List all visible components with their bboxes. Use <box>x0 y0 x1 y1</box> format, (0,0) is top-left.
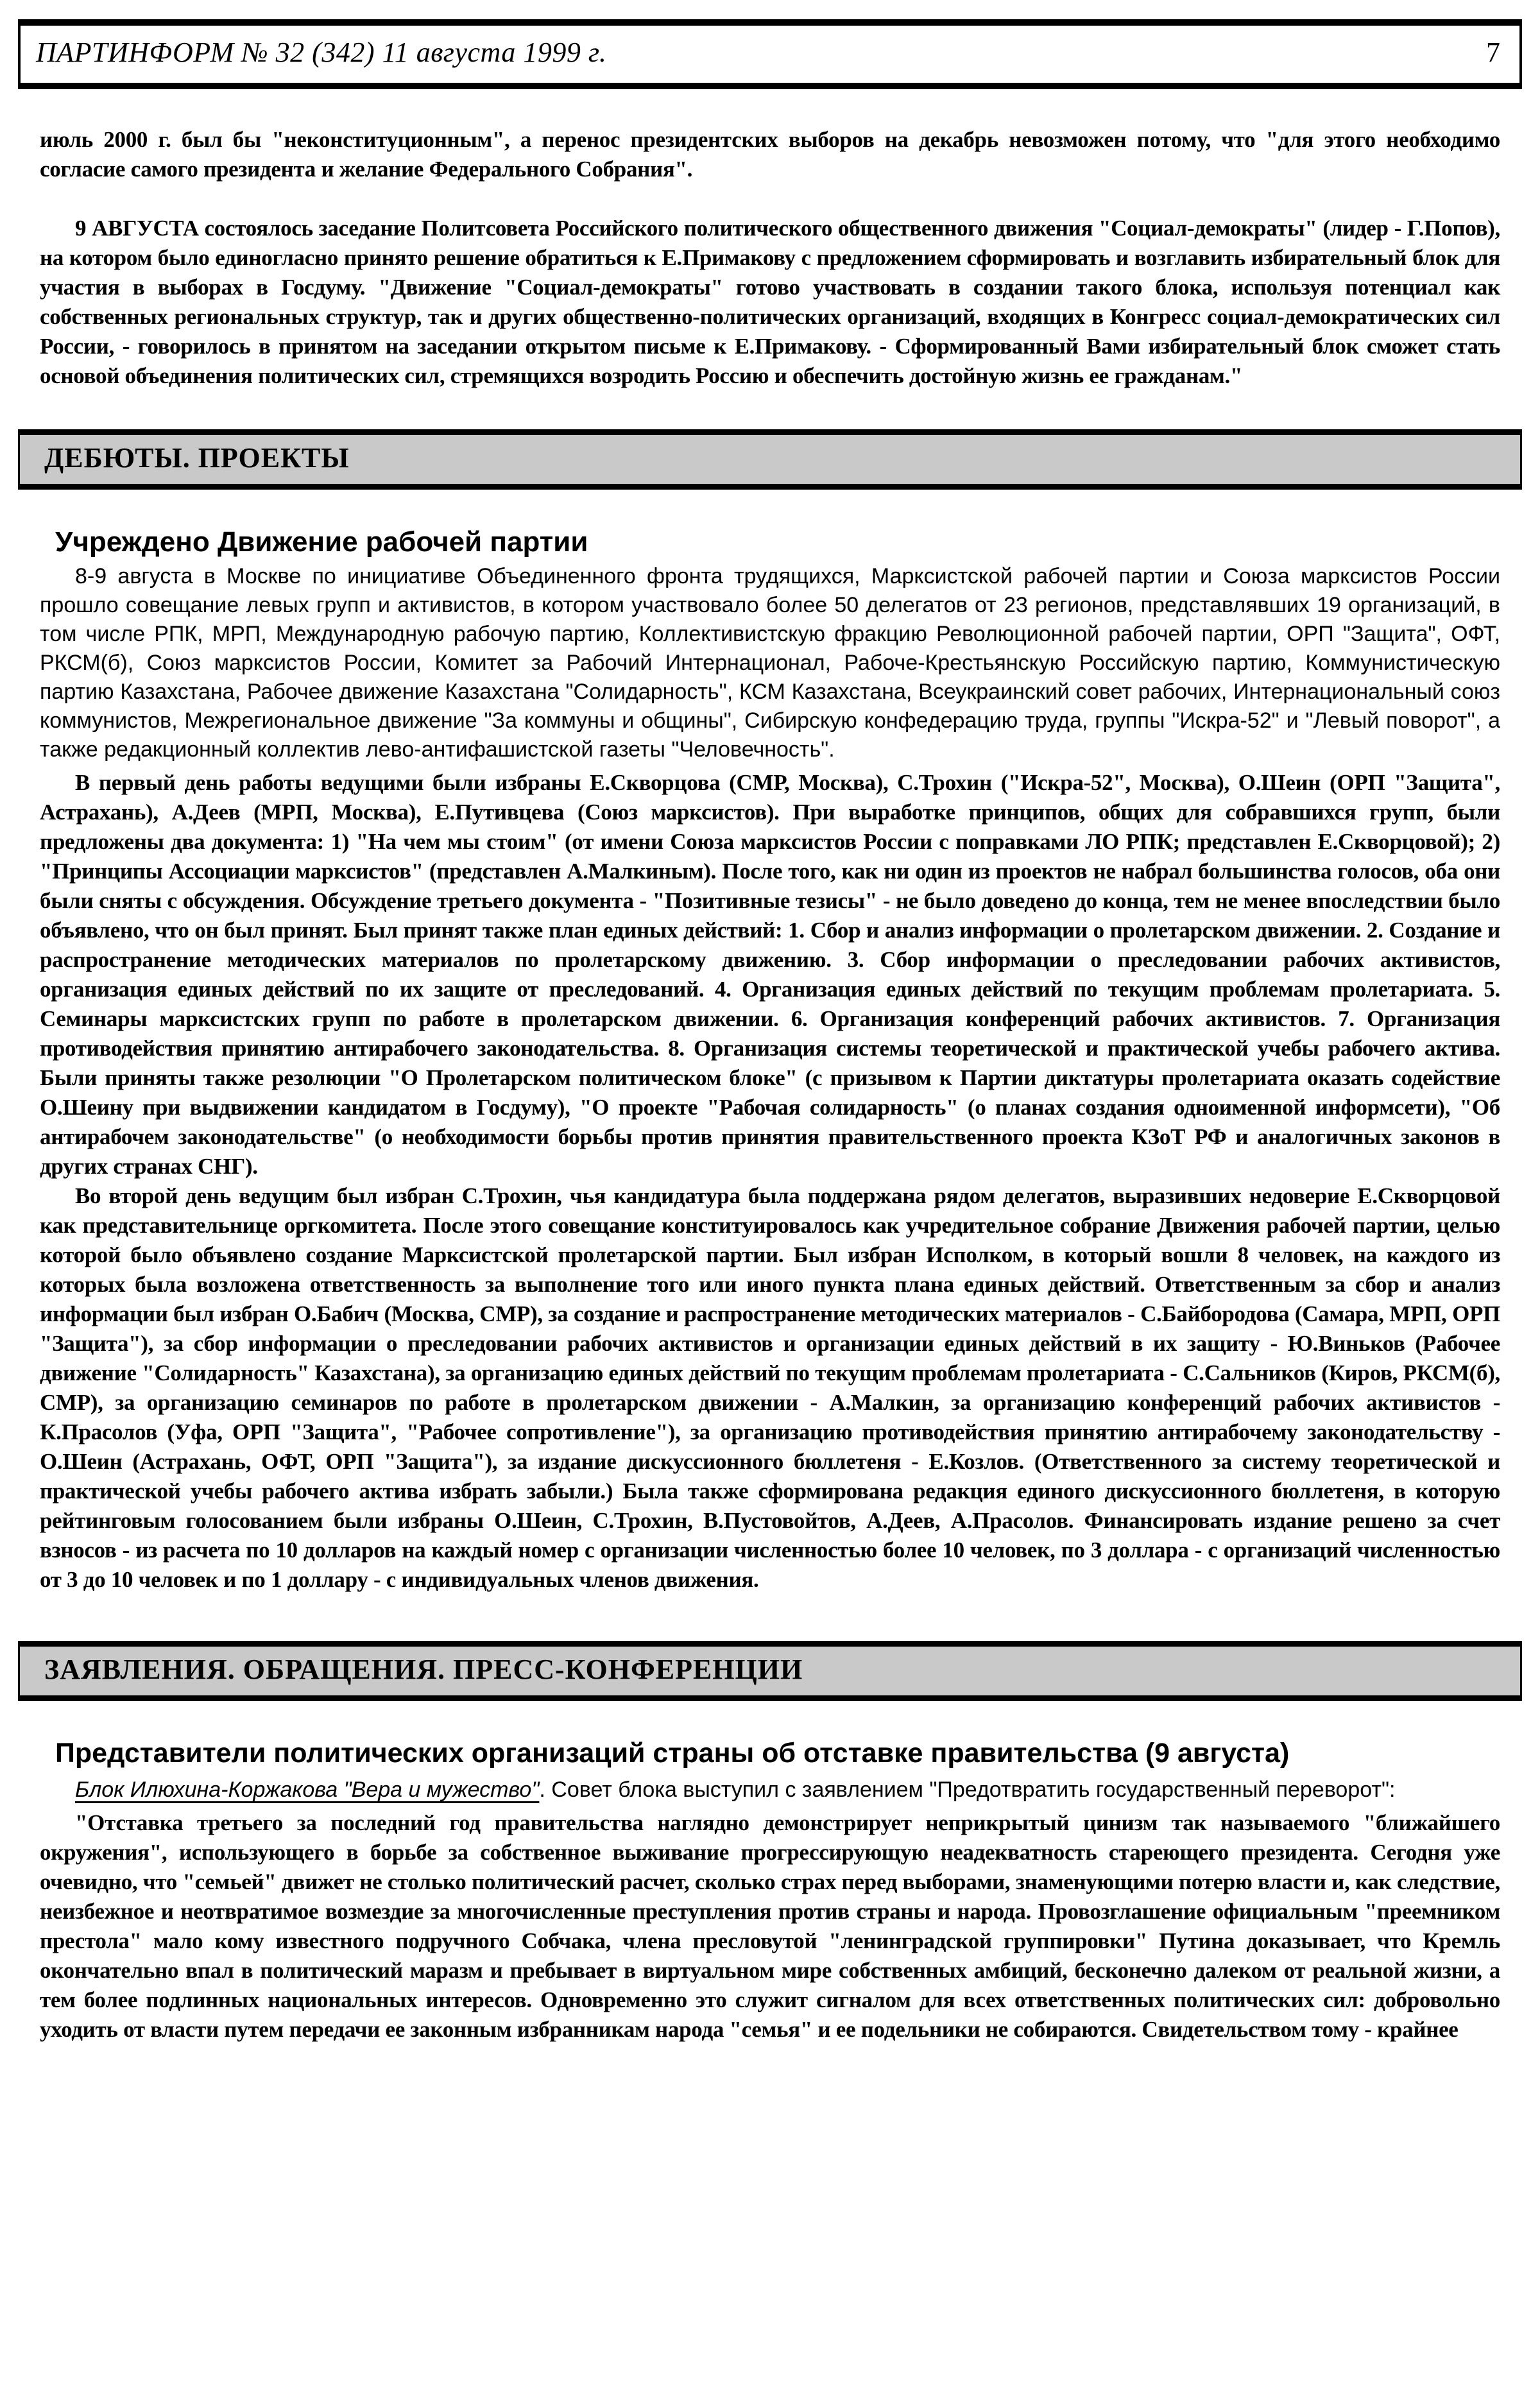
paragraph-second-day: Во второй день ведущим был избран С.Трохин, чья кандидатура была поддержана рядом делегатов, выразивших недоверие Е.Скворцовой как представительнице оргкомитета. После этого совещание конституировалось как учредительное собрание Движения рабочей партии, целью которой было объявлено создание Марксистской пролетарской партии. Был избран Исполком, в который вошли 8 человек, на каждого из которых была возложена ответственность за выполнение того или иного пункта плана единых действий. Ответственным за сбор и анализ информации был избран О.Бабич (Москва, СМР), за создание и распространение методических материалов - С.Байбородова (Самара, МРП, ОРП "Защита"), за сбор информации о преследовании рабочих активистов и организации единых действий в их защиту - Ю.Виньков (Рабочее движение "Солидарность" Казахстана), за организацию единых действий по текущим проблемам пролетариата - С.Сальников (Киров, РКСМ(б), СМР), за организацию семинаров по работе в пролетарском движении - А.Малкин, за организацию конференций рабочих активистов - К.Прасолов (Уфа, ОРП "Защита", "Рабочее сопротивление"), за организацию противодействия принятию антирабочему законодательству - О.Шеин (Астрахань, ОФТ, ОРП "Защита"), за издание дискуссионного бюллетеня - Е.Козлов. (Ответственного за систему теоретической и практической учебы рабочего актива избрать забыли.) Была также сформирована редакция единого дискуссионного бюллетеня, в которую рейтинговым голосованием были избраны О.Шеин, С.Трохин, В.Пустовойтов, А.Деев, А.Прасолов. Финансировать издание решено за счет взносов - из расчета по 10 долларов на каждый номер с организации численностью более 10 человек, по 3 доллара - с организаций численностью от 3 до 10 человек и по 1 доллару - с индивидуальных членов движения. <box>40 1183 1500 1592</box>
article-lead-paragraph: 8-9 августа в Москве по инициативе Объединенного фронта трудящихся, Марксистской рабочей партии и Союза марксистов России прошло совещание левых групп и активистов, в котором участвовало более 50 делегатов от 23 регионов, представлявших 19 организаций, в том числе РПК, МРП, Международную рабочую партию, Коллективистскую фракцию Революционной рабочей партии, ОРП "Защита", ОФТ, РКСМ(б), Союз марксистов России, Комитет за Рабочий Интернационал, Рабоче-Крестьянскую Российскую партию, Коммунистическую партию Казахстана, Рабочее движение Казахстана "Солидарность", КСМ Казахстана, Всеукраинский совет рабочих, Интернациональный союз коммунистов, Межрегиональное движение "За коммуны и общины", Сибирскую конфедерацию труда, группы "Искра-52" и "Левый поворот", а также редакционный коллектив лево-антифашистской газеты "Человечность". <box>40 563 1500 762</box>
page-content <box>0 125 1540 2044</box>
statement-lead-line <box>40 1776 1500 1804</box>
article-title-workers-party: Учреждено Движение рабочей партии <box>55 526 588 558</box>
paragraph-first-day: В первый день работы ведущими были избраны Е.Скворцова (СМР, Москва), С.Трохин ("Искра-52", Москва), О.Шеин (ОРП "Защита", Астрахань), А.Деев (МРП, Москва), Е.Путивцева (Союз марксистов). При выработке принципов, общих для собравшихся групп, были предложены два документа: 1) "На чем мы стоим" (от имени Союза марксистов России с поправками ЛО РПК; представлен Е.Скворцовой); 2) "Принципы Ассоциации марксистов" (представлен А.Малкиным). После того, как ни один из проектов не набрал большинства голосов, оба они были сняты с обсуждения. Обсуждение третьего документа - "Позитивные тезисы" - не было доведено до конца, тем не менее впоследствии было объявлено, что он был принят. Был принят также план единых действий: 1. Сбор и анализ информации о пролетарском движении. 2. Создание и распространение методических материалов по пролетарскому движению. 3. Сбор информации о преследовании рабочих активистов, организация единых действий по их защите от преследований. 4. Организация единых действий по текущим проблемам пролетариата. 5. Семинары марксистских групп по работе в пролетарском движении. 6. Организация конференций рабочих активистов. 7. Организация противодействия принятию антирабочего законодательства. 8. Организация системы теоретической и практической учебы рабочего актива. Были приняты также резолюции "О Пролетарском политическом блоке" (с призывом к Партии диктатуры пролетариата оказать содействие О.Шеину при выдвижении кандидатом в Госдуму), "О проекте "Рабочая солидарность" (о планах создания одноименной информсети), "Об антирабочем законодательстве" (о необходимости борьбы против принятия правительственного проекта КЗоТ РФ и аналогичных законов в других странах СНГ). <box>40 769 1500 1179</box>
section-bar-debuts <box>18 429 1522 490</box>
statement-paragraph: "Отставка третьего за последний год правительства наглядно демонстрирует неприкрытый цинизм так называемого "ближайшего окружения", использующего в борьбе за собственное выживание прогрессирующую неадекватность стареющего президента. Сегодня уже очевидно, что "семьей" движет не столько политический расчет, сколько страх перед выборами, знаменующими потерю власти и, как следствие, неизбежное и неотвратимое возмездие за многочисленные преступления против страны и народа. Провозглашение официальным "преемником престола" мало кому известного подручного Собчака, члена пресловутой "ленинградской группировки" Путина доказывает, что Кремль окончательно впал в политический маразм и пребывает в виртуальном мире собственных амбиций, бесконечно далеком от реальной жизни, а тем более подлинных национальных интересов. Одновременно это служит сигналом для всех ответственных политических сил: добровольно уходить от власти путем передачи ее законным избранникам народа "семья" и ее подельники не собираются. Свидетельством тому - крайнее <box>40 1810 1500 2042</box>
intro-paragraph-continuation: июль 2000 г. был бы "неконституционным", а перенос президентских выборов на декабрь невозможен потому, что "для этого необходимо согласие самого президента и желание Федерального Собрания". <box>40 126 1500 182</box>
bloc-name-underlined: Блок Илюхина-Коржакова "Вера и мужество" <box>75 1777 540 1802</box>
page-header <box>18 19 1522 89</box>
intro-paragraph-9-august: 9 АВГУСТА состоялось заседание Политсовета Российского политического общественного движения "Социал-демократы" (лидер - Г.Попов), на котором было единогласно принято решение обратиться к Е.Примакову с предложением сформировать и возглавить избирательный блок для участия в выборах в Госдуму. "Движение "Социал-демократы" готово участвовать в создании такого блока, используя потенциал как собственных региональных структур, так и других общественно-политических организаций, входящих в Конгресс социал-демократических сил России, - говорилось в принятом на заседании открытом письме к Е.Примакову. - Сформированный Вами избирательный блок сможет стать основой объединения политических сил, стремящихся возродить Россию и обеспечить достойную жизнь ее гражданам." <box>40 215 1500 388</box>
article-title-resignation: Представители политических организаций страны об отставке правительства (9 августа) <box>55 1738 1290 1769</box>
section-bar-title: ЗАЯВЛЕНИЯ. ОБРАЩЕНИЯ. ПРЕСС-КОНФЕРЕНЦИИ <box>44 1653 803 1685</box>
statement-lead-rest: . Совет блока выступил с заявлением "Предотвратить государственный переворот": <box>539 1777 1396 1802</box>
section-bar-title: ДЕБЮТЫ. ПРОЕКТЫ <box>44 441 350 474</box>
page-number: 7 <box>1486 37 1500 68</box>
issue-title: ПАРТИНФОРМ № 32 (342) 11 августа 1999 г. <box>36 37 607 68</box>
section-bar-statements <box>18 1641 1522 1701</box>
